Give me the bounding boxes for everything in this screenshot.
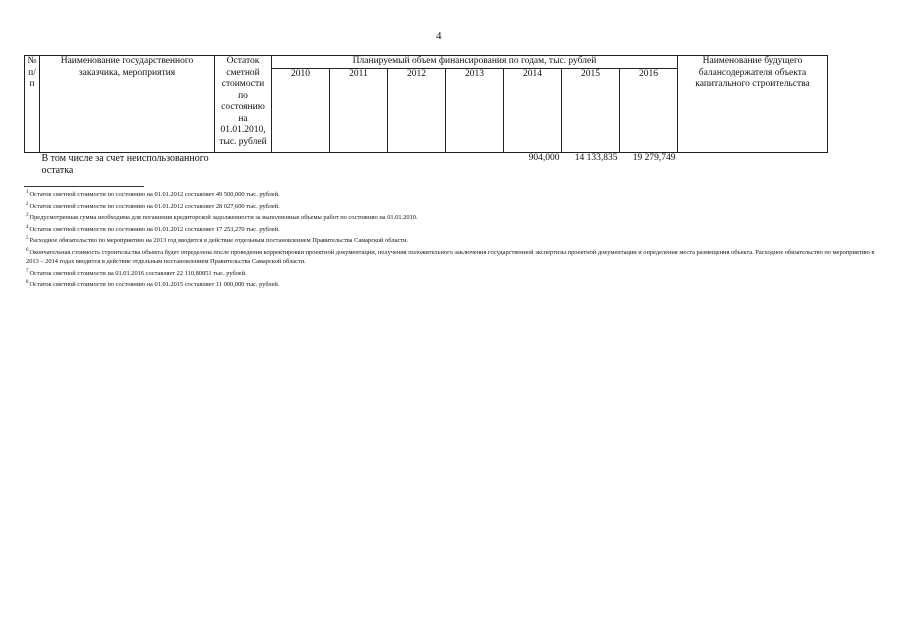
row-value — [446, 153, 504, 177]
footnote — [24, 211, 884, 223]
page-number: 4 — [436, 30, 442, 42]
header-planned: Планируемый объем финансирования по годам, тыс. рублей — [272, 56, 678, 69]
table-row — [25, 153, 828, 177]
footnote — [24, 267, 884, 279]
footnote-text: Остаток сметной стоимости по состоянию на 01.01.2012 составляет 17 253,270 тыс. рублей. — [29, 225, 280, 233]
financing-table — [24, 55, 828, 176]
footnote — [24, 200, 884, 212]
footnote-mark: 2 — [26, 201, 29, 207]
row-name: В том числе за счет неиспользованного остатка — [40, 153, 215, 177]
footnote — [24, 278, 884, 290]
footnote-mark: 6 — [26, 247, 29, 253]
row-no — [25, 153, 40, 177]
header-year: 2014 — [504, 68, 562, 153]
footnote-mark: 1 — [26, 190, 29, 195]
header-owner: Наименование будущего балансодержателя объекта капитального строительства — [678, 56, 828, 153]
row-value: 904,000 — [504, 153, 562, 177]
footnote-text: Предусмотренная сумма необходима для погашения кредиторской задолженности за выполненные объемы работ по состоянию на 01.01.2010. — [29, 214, 418, 221]
row-value: 14 133,835 — [562, 153, 620, 177]
header-remainder: Остаток сметной стоимости по состоянию на 01.01.2010, тыс. рублей — [215, 56, 272, 153]
row-remainder — [215, 153, 272, 177]
header-name: Наименование государственного заказчика, мероприятия — [40, 56, 215, 153]
header-year: 2015 — [562, 68, 620, 153]
footnote — [24, 234, 884, 246]
footnote-mark: 3 — [26, 213, 29, 218]
footnotes — [24, 188, 884, 290]
header-row-1 — [25, 56, 828, 69]
footnote-text: Остаток сметной стоимости по состоянию на 01.01.2015 составляет 11 000,000 тыс. рублей. — [29, 281, 280, 288]
row-owner — [678, 153, 828, 177]
row-value — [272, 153, 330, 177]
footnote-text: Расходное обязательство по мероприятию на 2013 год вводится в действие отдельным постановлением Правительства Самарской области. — [29, 237, 408, 244]
footnote-text: Остаток сметной стоимости по состоянию на 01.01.2012 составляет 49 500,000 тыс. рублей. — [29, 191, 280, 198]
header-year: 2010 — [272, 68, 330, 153]
header-year: 2012 — [388, 68, 446, 153]
footnote-mark: 8 — [26, 280, 29, 285]
row-value — [388, 153, 446, 177]
footnote — [24, 223, 884, 235]
footnote-divider — [24, 186, 144, 187]
footnote-text: Окончательная стоимость строительства объекта будет определена после проведения корректировки проектной документации, получения положительного заключения государственной экспертизы проектной документации и определения места размещения объекта. Расходное обязательство по мероприятию в 2013 – 2014 годах вводится в действие отдельным постановлением Правительства Самарской области. — [26, 248, 875, 265]
footnote-mark: 5 — [26, 236, 29, 241]
header-year: 2013 — [446, 68, 504, 153]
footnote-text: Остаток сметной стоимости по состоянию на 01.01.2012 составляет 28 027,600 тыс. рублей. — [29, 202, 280, 210]
footnote-text: Остаток сметной стоимости на 01.01.2016 составляет 22 110,80851 тыс. рублей. — [29, 269, 247, 277]
header-no: № п/п — [25, 56, 40, 153]
header-year: 2016 — [620, 68, 678, 153]
footnote — [24, 246, 884, 267]
footnote — [24, 188, 884, 200]
row-value: 19 279,749 — [620, 153, 678, 177]
row-value — [330, 153, 388, 177]
header-year: 2011 — [330, 68, 388, 153]
footnote-mark: 4 — [26, 224, 29, 230]
footnote-mark: 7 — [26, 268, 29, 274]
